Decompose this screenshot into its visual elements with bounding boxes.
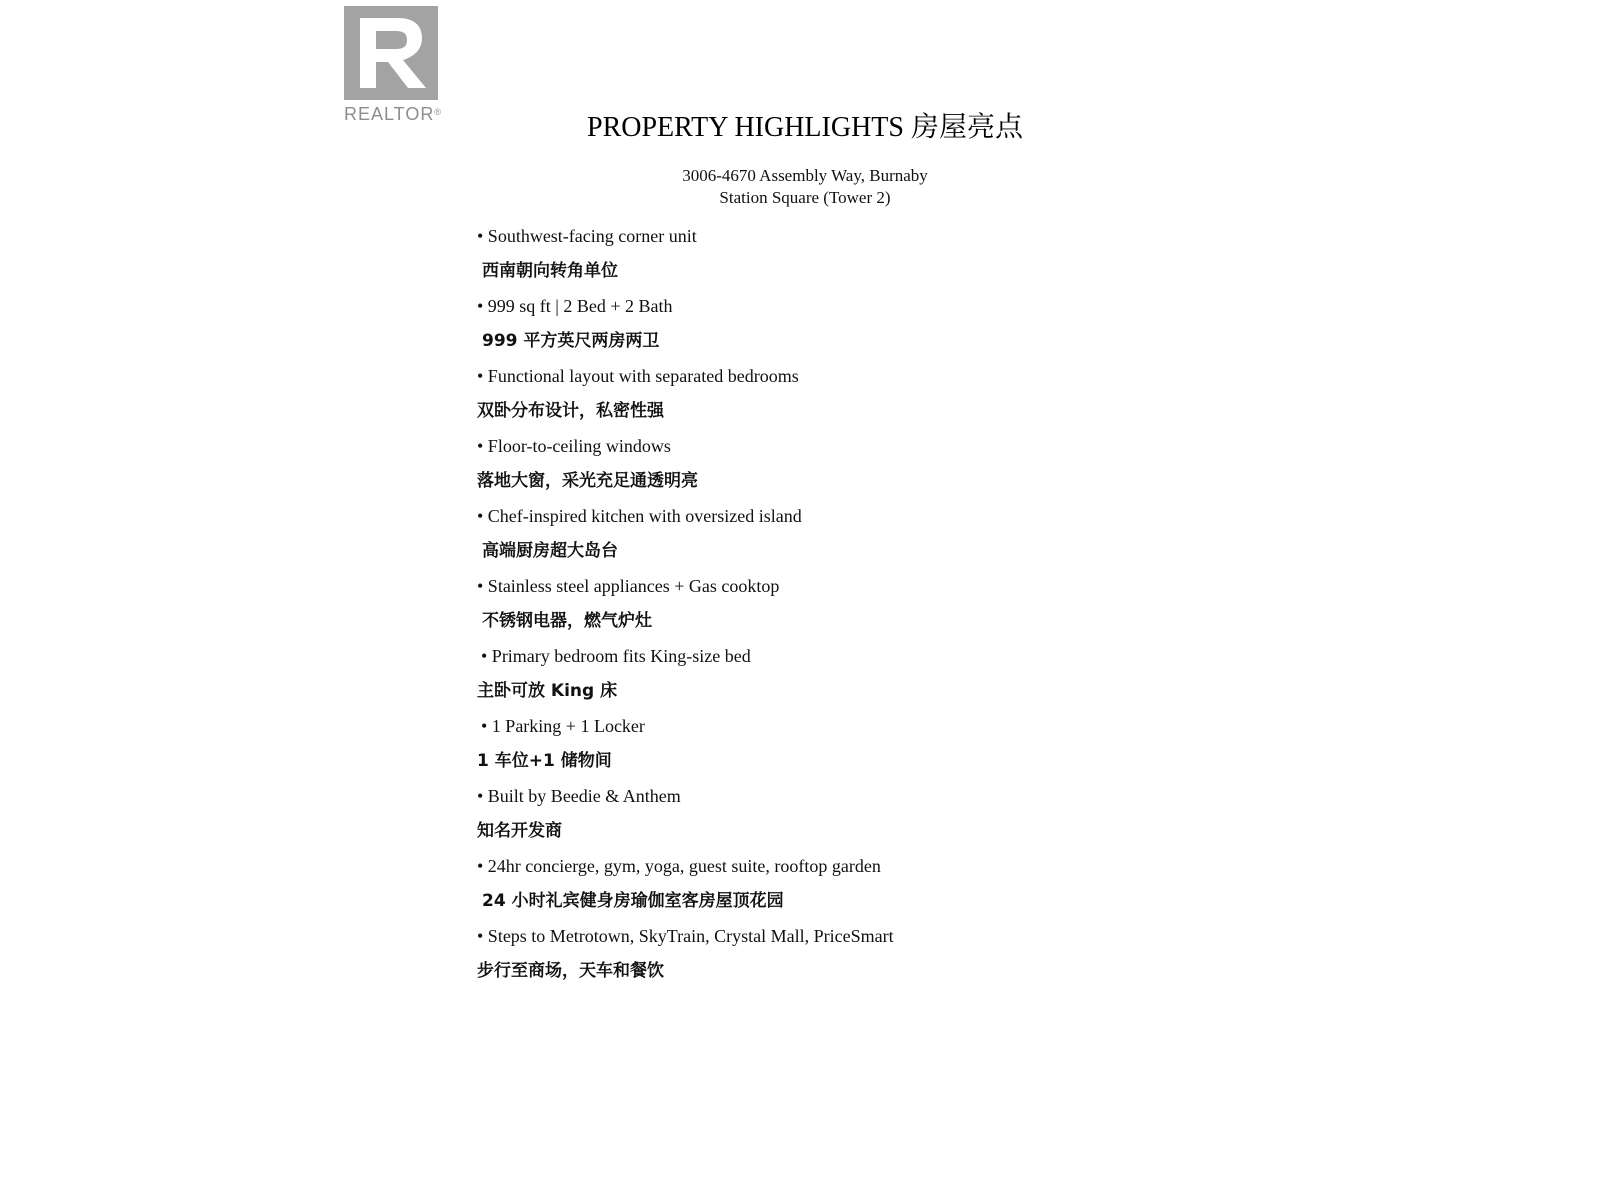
realtor-logo-text: REALTOR® [344, 104, 442, 124]
realtor-r-icon [344, 6, 438, 100]
highlight-item-chinese: 24 小时礼宾健身房瑜伽室客房屋顶花园 [482, 891, 784, 911]
highlight-item: • 999 sq ft | 2 Bed + 2 Bath [477, 296, 673, 316]
highlight-item: • Functional layout with separated bedrooms [477, 366, 799, 386]
highlight-item: • Primary bedroom fits King-size bed [481, 646, 751, 666]
highlight-item-chinese: 不锈钢电器，燃气炉灶 [482, 611, 652, 631]
property-address [0, 165, 1600, 209]
highlight-item-chinese: 知名开发商 [477, 821, 562, 841]
highlight-item: • Southwest-facing corner unit [477, 226, 697, 246]
highlight-item-chinese: 高端厨房超大岛台 [482, 541, 618, 561]
highlight-item-chinese: 落地大窗，采光充足通透明亮 [477, 471, 698, 491]
highlight-item: • Chef-inspired kitchen with oversized island [477, 506, 802, 526]
highlight-item: • 1 Parking + 1 Locker [481, 716, 645, 736]
highlight-item-chinese: 1 车位+1 储物间 [477, 751, 612, 771]
highlights-list [477, 223, 1177, 993]
highlight-item: • Floor-to-ceiling windows [477, 436, 671, 456]
highlight-item: • Stainless steel appliances + Gas cooktop [477, 576, 780, 596]
building-name: Station Square (Tower 2) [719, 188, 891, 207]
page-title: PROPERTY HIGHLIGHTS 房屋亮点 [587, 112, 1023, 143]
highlight-item-chinese: 西南朝向转角单位 [482, 261, 618, 281]
highlight-item: • 24hr concierge, gym, yoga, guest suite, rooftop garden [477, 856, 881, 876]
highlight-item-chinese: 步行至商场，天车和餐饮 [477, 961, 664, 981]
highlight-item: • Built by Beedie & Anthem [477, 786, 681, 806]
highlight-item: • Steps to Metrotown, SkyTrain, Crystal Mall, PriceSmart [477, 926, 894, 946]
address-line: 3006-4670 Assembly Way, Burnaby [682, 166, 928, 185]
highlight-item-chinese: 双卧分布设计，私密性强 [477, 401, 664, 421]
highlight-item-chinese: 999 平方英尺两房两卫 [482, 331, 660, 351]
highlight-item-chinese: 主卧可放 King 床 [477, 681, 618, 701]
